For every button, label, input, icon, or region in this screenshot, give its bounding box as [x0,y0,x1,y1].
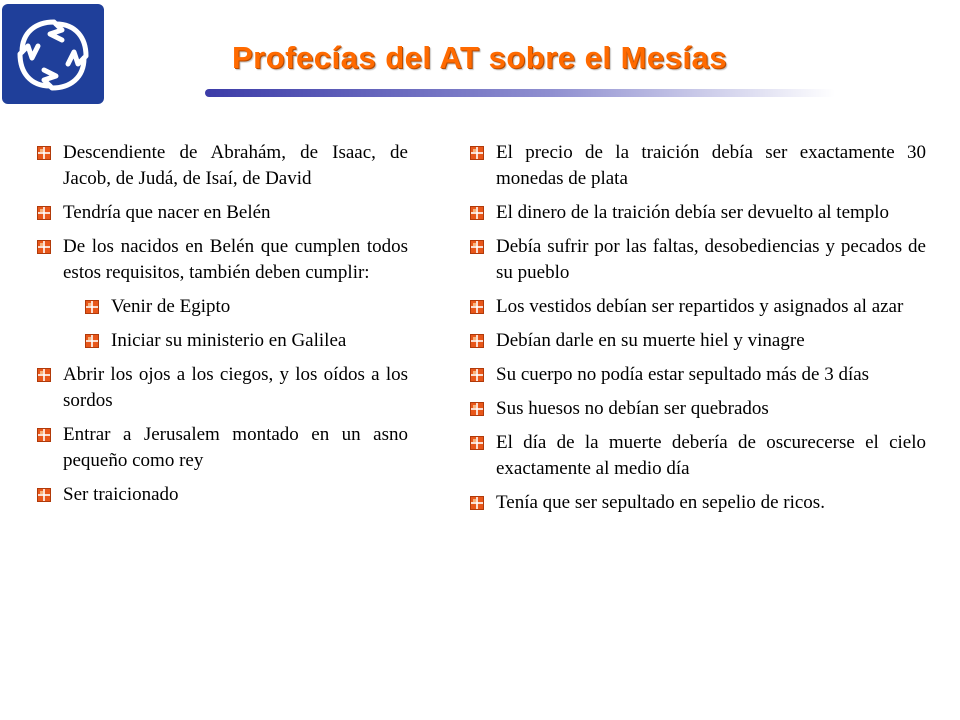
list-item [37,422,408,474]
bullet-icon [470,402,484,416]
list-item-text: Su cuerpo no podía estar sepultado más de 3 días [496,364,870,385]
list-item [470,328,926,354]
list-item [37,362,408,414]
list-item [470,490,926,516]
list-item-text: Entrar a Jerusalem montado en un asno pequeño como rey [63,424,408,471]
list-item-text: El dinero de la traición debía ser devuelto al templo [496,202,890,223]
list-item-text: Tendría que nacer en Belén [63,202,271,223]
right-column [470,140,926,524]
list-item-text: Abrir los ojos a los ciegos, y los oídos a los sordos [63,364,408,411]
logo-hands-icon [2,4,104,104]
bullet-icon [470,300,484,314]
list-item-text: El día de la muerte debería de oscurecerse el cielo exactamente al medio día [496,432,926,479]
list-item [37,200,408,226]
bullet-icon [470,496,484,510]
bullet-icon [85,334,99,348]
list-item [470,362,926,388]
bullet-icon [470,368,484,382]
bullet-icon [470,334,484,348]
list-item-text: Sus huesos no debían ser quebrados [496,398,769,419]
page-title: Profecías del AT sobre el Mesías [232,40,727,75]
list-item-text: Debían darle en su muerte hiel y vinagre [496,330,805,351]
logo [2,4,104,104]
bullet-icon [37,428,51,442]
list-item-text: Iniciar su ministerio en Galilea [111,330,347,351]
sub-list-item [85,328,408,354]
list-item [470,430,926,482]
list-item-text: Venir de Egipto [111,296,231,317]
bullet-icon [37,368,51,382]
list-item-text: Debía sufrir por las faltas, desobediencias y pecados de su pueblo [496,236,926,283]
bullet-icon [470,146,484,160]
bullet-icon [470,240,484,254]
bullet-icon [470,206,484,220]
bullet-icon [470,436,484,450]
list-item-text: Tenía que ser sepultado en sepelio de ricos. [496,492,825,513]
list-item-text: De los nacidos en Belén que cumplen todos estos requisitos, también deben cumplir: [63,236,408,283]
bullet-icon [37,146,51,160]
list-item [37,234,408,286]
list-item [470,200,926,226]
left-column [37,140,408,516]
list-item [470,140,926,192]
list-item-text: Ser traicionado [63,484,179,505]
list-item-text: Descendiente de Abrahám, de Isaac, de Jacob, de Judá, de Isaí, de David [63,142,408,189]
list-item [470,234,926,286]
list-item-text: Los vestidos debían ser repartidos y asignados al azar [496,296,904,317]
sub-list-item [85,294,408,320]
bullet-icon [37,488,51,502]
list-item [37,140,408,192]
bullet-icon [37,240,51,254]
title-underline [205,86,835,100]
list-item [37,482,408,508]
list-item [470,396,926,422]
bullet-icon [37,206,51,220]
bullet-icon [85,300,99,314]
list-item [470,294,926,320]
list-item-text: El precio de la traición debía ser exactamente 30 monedas de plata [496,142,926,189]
